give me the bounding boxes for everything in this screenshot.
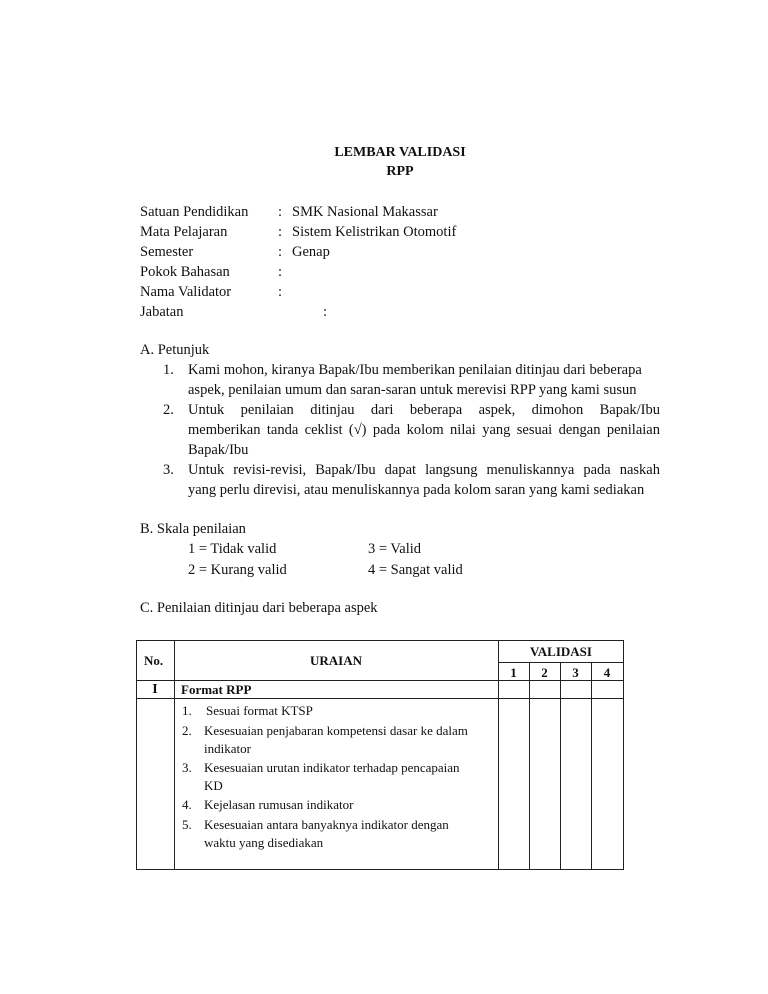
info-value: SMK Nasional Makassar: [292, 204, 438, 220]
info-colon: :: [278, 204, 283, 220]
table-section-title: Format RPP: [181, 682, 252, 697]
skala-item: 3 = Valid: [368, 541, 422, 557]
table-item-number: 5.: [182, 817, 192, 832]
petunjuk-item-line: yang perlu direvisi, atau menuliskannya pada kolom saran yang kami sediakan: [188, 482, 645, 498]
petunjuk-item-number: 3.: [163, 462, 174, 478]
table-header-score: 2: [541, 665, 548, 680]
table-item-text: indikator: [204, 741, 251, 756]
petunjuk-heading: A. Petunjuk: [140, 342, 210, 358]
info-colon: :: [278, 284, 283, 300]
table-border-bottom: [136, 869, 624, 870]
info-colon: :: [278, 264, 283, 280]
info-value: Sistem Kelistrikan Otomotif: [292, 224, 457, 240]
table-item-text: Kesesuaian urutan indikator terhadap pencapaian: [204, 760, 460, 775]
table-item-number: 1.: [182, 703, 192, 718]
table-header-validasi: VALIDASI: [530, 644, 592, 659]
validation-table: [136, 640, 624, 870]
petunjuk-item-line: Untuk penilaian ditinjau dari beberapa aspek, dimohon Bapak/Ibu: [188, 402, 660, 418]
skala-heading: B. Skala penilaian: [140, 521, 246, 537]
table-border-left: [136, 640, 137, 870]
info-colon: :: [323, 304, 328, 320]
table-item-text: Sesuai format KTSP: [206, 703, 313, 718]
table-uraian-divider: [498, 699, 499, 870]
petunjuk-item-line: Kami mohon, kiranya Bapak/Ibu memberikan penilaian ditinjau dari beberapa: [188, 362, 642, 378]
penilaian-heading: C. Penilaian ditinjau dari beberapa aspek: [140, 600, 378, 616]
petunjuk-item-line: aspek, penilaian umum dan saran-saran untuk merevisi RPP yang kami susun: [188, 382, 637, 398]
skala-item: 4 = Sangat valid: [368, 562, 463, 578]
document-title: LEMBAR VALIDASI: [334, 145, 466, 160]
table-score-divider: [591, 699, 592, 870]
petunjuk-item-number: 1.: [163, 362, 174, 378]
info-colon: :: [278, 224, 283, 240]
table-header-no: No.: [144, 653, 164, 668]
document-subtitle: RPP: [386, 164, 414, 179]
table-item-text: waktu yang disediakan: [204, 835, 324, 850]
table-header-uraian: URAIAN: [310, 653, 362, 668]
info-colon: :: [278, 244, 283, 260]
table-item-text: KD: [204, 778, 223, 793]
petunjuk-item-line: Bapak/Ibu: [188, 442, 249, 458]
table-validasi-divider: [498, 662, 624, 663]
table-header-score: 4: [603, 665, 611, 680]
table-border-right: [623, 640, 624, 870]
info-label: Jabatan: [140, 304, 184, 320]
petunjuk-item-number: 2.: [163, 402, 174, 418]
table-section-divider: [136, 698, 624, 699]
table-score-divider: [529, 699, 530, 870]
table-item-number: 3.: [182, 760, 192, 775]
table-border-top: [136, 640, 624, 641]
table-item-text: Kesesuaian penjabaran kompetensi dasar ke dalam: [204, 723, 468, 738]
table-header-score: 3: [572, 665, 579, 680]
info-value: Genap: [292, 244, 330, 260]
table-score-divider: [560, 699, 561, 870]
skala-item: 1 = Tidak valid: [188, 541, 277, 557]
info-label: Satuan Pendidikan: [140, 204, 249, 220]
skala-item: 2 = Kurang valid: [188, 562, 287, 578]
info-label: Semester: [140, 244, 194, 260]
table-section-number: I: [152, 682, 158, 697]
table-item-text: Kesesuaian antara banyaknya indikator dengan: [204, 817, 449, 832]
info-label: Mata Pelajaran: [140, 224, 228, 240]
table-item-number: 4.: [182, 797, 192, 812]
table-item-number: 2.: [182, 723, 192, 738]
info-label: Nama Validator: [140, 284, 232, 300]
table-item-text: Kejelasan rumusan indikator: [204, 797, 354, 812]
info-label: Pokok Bahasan: [140, 264, 230, 280]
table-header-score: 1: [510, 665, 517, 680]
petunjuk-item-line: memberikan tanda ceklist (√) pada kolom nilai yang sesuai dengan penilaian: [188, 422, 660, 438]
petunjuk-item-line: Untuk revisi-revisi, Bapak/Ibu dapat langsung menuliskannya pada naskah: [188, 462, 660, 478]
table-no-divider: [174, 640, 175, 870]
